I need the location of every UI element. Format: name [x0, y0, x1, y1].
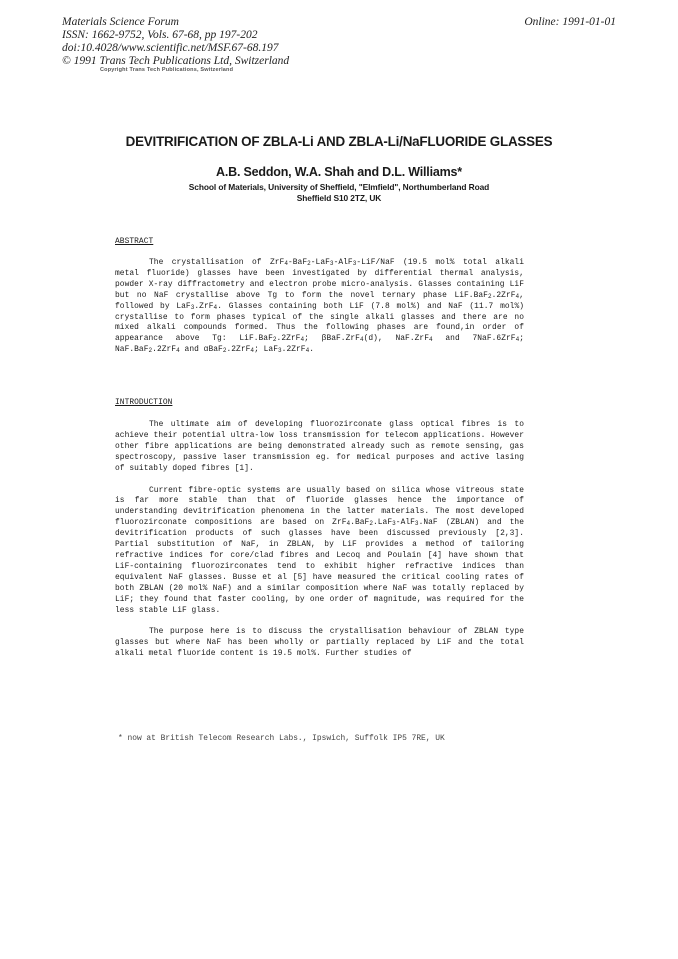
- footnote: * now at British Telecom Research Labs., Ipswich, Suffolk IP5 7RE, UK: [118, 734, 445, 743]
- abstract-paragraph: The crystallisation of ZrF$_4$-BaF$_2$-LaF$_3$-AlF$_3$-LiF/NaF (19.5 mol% total alkali metal fluoride) glasses have been investigated by differential thermal analysis, powder X-ray diffractometry and electron probe micro-analysis. Glasses containing LiF but no NaF crystallise above Tg to form the novel ternary phase LiF.BaF$_2$.2ZrF$_4$, followed by LaF$_3$.ZrF$_4$. Glasses containing both LiF (7.8 mol%) and NaF (11.7 mol%) crystallise to form phases typical of the single alkali glasses and there are no mixed alkali compounds formed. Thus the following phases are found,in order of appearance above Tg: LiF.BaF$_2$.2ZrF$_4$; βBaF.ZrF$_4$(d), NaF.ZrF$_4$ and 7NaF.6ZrF$_4$; NaF.BaF$_2$.2ZrF$_4$ and αBaF$_2$.2ZrF$_4$; LaF$_3$.2ZrF$_4$.: [115, 258, 525, 355]
- abstract-heading: ABSTRACT: [115, 237, 154, 246]
- issn-line: ISSN: 1662-9752, Vols. 67-68, pp 197-202: [62, 29, 258, 41]
- affiliation-line-2: Sheffield S10 2TZ, UK: [296, 193, 382, 203]
- abstract-body: [115, 258, 524, 356]
- paper-authors: A.B. Seddon, W.A. Shah and D.L. Williams*: [216, 165, 462, 179]
- intro-paragraph-1: The ultimate aim of developing fluorozirconate glass optical fibres is to achieve their potential ultra-low loss transmission for telecom applications. However other fibre applications are being demonstrated already such as remote sensing, gas spectroscopy, passive laser transmission eg. for medical purposes and active lasing of suitably doped fibres [1].: [115, 420, 524, 473]
- affiliation: [0, 182, 678, 204]
- intro-paragraph-3: The purpose here is to discuss the crystallisation behaviour of ZBLAN type glasses but where NaF has been wholly or partially replaced by LiF and the total alkali metal fluoride content is 19.5 mol%. Further studies of: [115, 627, 524, 659]
- doi-line: doi:10.4028/www.scientific.net/MSF.67-68.197: [62, 42, 279, 54]
- introduction-heading: INTRODUCTION: [115, 398, 173, 407]
- copyright-strip: Copyright Trans Tech Publications, Switzerland: [100, 67, 234, 73]
- journal-name: Materials Science Forum: [62, 16, 179, 28]
- intro-paragraph-2: Current fibre-optic systems are usually based on silica whose vitreous state is far more stable than that of fluoride glasses hence the importance of understanding devitrification phenomena in the latter materials. The most developed fluorozirconate compositions are based on ZrF$_4$.BaF$_2$.LaF$_3$-AlF$_3$.NaF (ZBLAN) and the devitrification products of such glasses have been discussed previously [2,3]. Partial substitution of NaF, in ZBLAN, by LiF provides a method of tailoring refractive indices for core/clad fibres and Lecoq and Poulain [4] have shown that LiF-containing fluorozirconates tend to exhibit higher refractive indices than equivalent NaF glasses. Busse et al [5] have measured the critical cooling rates of both ZBLAN (20 mol% NaF) and a similar composition where NaF was totally replaced by LiF; they found that faster cooling, by one order of magnitude, was required for the less stable LiF glass.: [115, 485, 524, 615]
- affiliation-line-1: School of Materials, University of Sheffield, "Elmfield", Northumberland Road: [188, 182, 490, 192]
- online-date: Online: 1991-01-01: [524, 16, 616, 28]
- publication-info: [62, 16, 289, 68]
- introduction-body: [115, 420, 524, 660]
- paper-title: DEVITRIFICATION OF ZBLA-Li AND ZBLA-Li/NaFLUORIDE GLASSES: [125, 134, 553, 149]
- copyright-line: © 1991 Trans Tech Publications Ltd, Switzerland: [62, 55, 290, 67]
